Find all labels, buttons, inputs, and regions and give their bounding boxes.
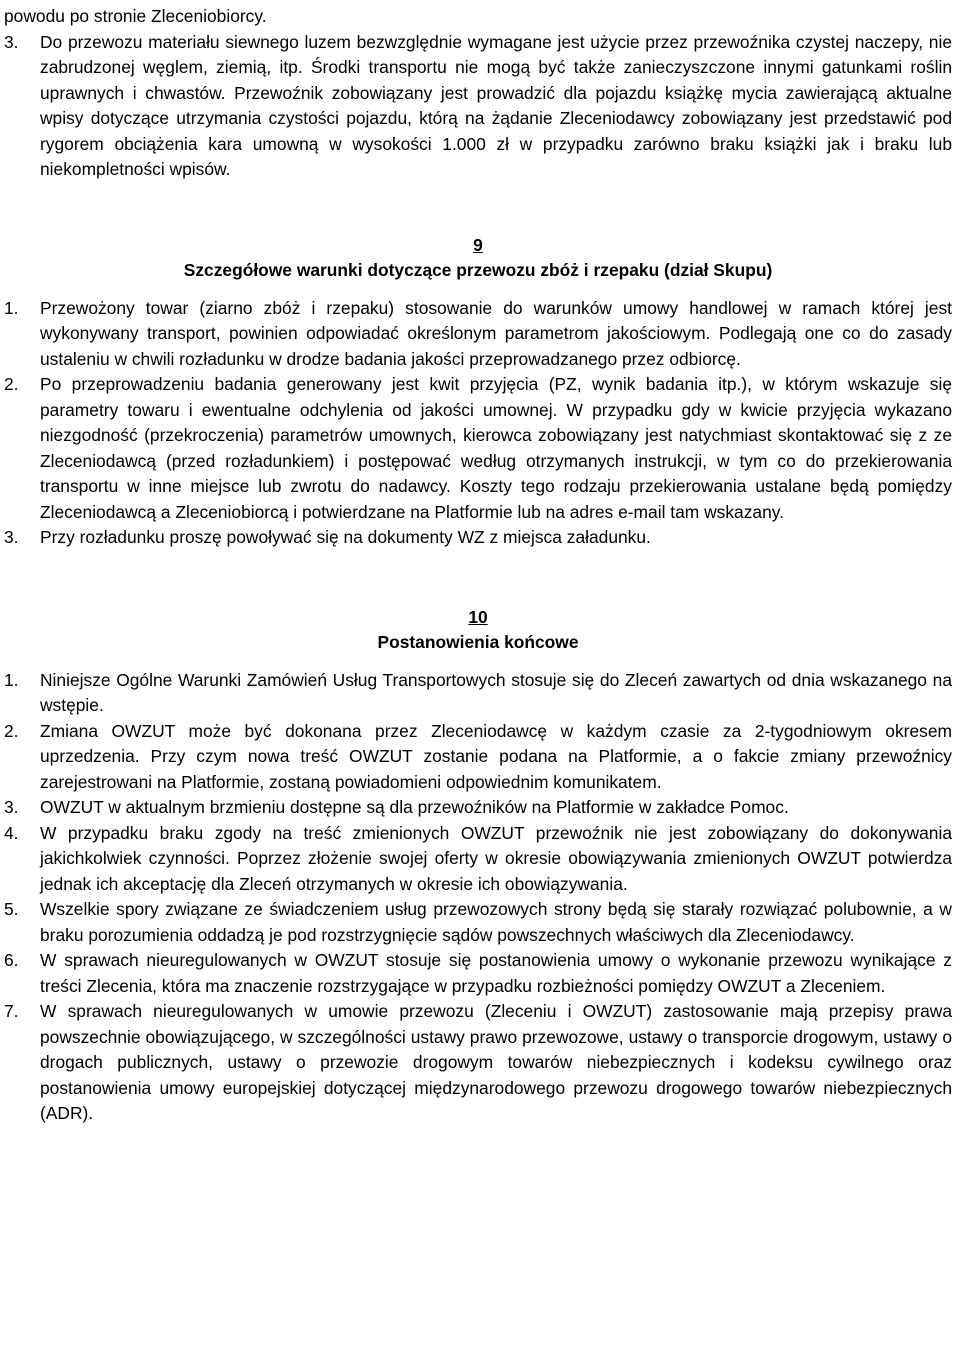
continuation-text: powodu po stronie Zleceniobiorcy. bbox=[4, 6, 267, 26]
list-item bbox=[4, 795, 952, 821]
lead-block bbox=[4, 4, 952, 183]
section-10-list bbox=[4, 668, 952, 1127]
item-number: 6. bbox=[4, 950, 19, 970]
item-number: 1. bbox=[4, 669, 19, 690]
item-text: Przewożony towar (ziarno zbóż i rzepaku) stosowanie do warunków umowy handlowej w ramach której jest wykonywany transport, powinien odpowiadać określonym parametrom jakościowym. Podlegają one co do zasady ustaleniu w chwili rozładunku w drodze badania jakości przeprowadzanego przez odbiorcę. bbox=[40, 297, 952, 369]
section-9-list bbox=[4, 296, 952, 551]
list-item bbox=[4, 719, 952, 796]
list-item bbox=[4, 999, 952, 1127]
list-item bbox=[4, 30, 952, 183]
item-text: OWZUT w aktualnym brzmieniu dostępne są dla przewoźników na Platformie w zakładce Pomoc. bbox=[40, 797, 789, 817]
item-text: Wszelkie spory związane ze świadczeniem usług przewozowych strony będą się starały rozwiązać polubownie, a w braku porozumienia oddadzą je pod rozstrzygnięcie sądów powszechnych właściwych dla Zleceniodawcy. bbox=[40, 899, 952, 945]
section-heading bbox=[4, 605, 952, 656]
list-item bbox=[4, 821, 952, 898]
item-number: 5. bbox=[4, 899, 19, 919]
item-number: 3. bbox=[4, 31, 19, 52]
item-number: 3. bbox=[4, 797, 19, 817]
item-text: Do przewozu materiału siewnego luzem bezwzględnie wymagane jest użycie przez przewoźnika czystej naczepy, nie zabrudzonej węglem, ziemią, itp. Środki transportu nie mogą być także zanieczyszczone innymi gatunkami roślin uprawnych i chwastów. Przewoźnik zobowiązany jest prowadzić dla pojazdu książkę mycia zawierającą aktualne wpisy dotyczące utrzymania czystości pojazdu, którą na żądanie Zleceniodawcy zobowiązany jest przedstawić pod rygorem obciążenia kara umowną w wysokości 1.000 zł w przypadku zarówno braku książki jak i braku lub niekompletności wpisów. bbox=[40, 31, 952, 179]
section-title: Postanowienia końcowe bbox=[377, 632, 579, 652]
list-item bbox=[4, 948, 952, 999]
item-text: Niniejsze Ogólne Warunki Zamówień Usług Transportowych stosuje się do Zleceń zawartych od dnia wskazanego na wstępie. bbox=[40, 669, 952, 715]
item-number: 7. bbox=[4, 1001, 19, 1021]
list-item bbox=[4, 525, 952, 551]
paragraph-symbol: 9 bbox=[473, 234, 483, 255]
list-item bbox=[4, 372, 952, 525]
item-number: 2. bbox=[4, 374, 19, 394]
item-number: 1. bbox=[4, 297, 19, 318]
item-text: W przypadku braku zgody na treść zmienionych OWZUT przewoźnik nie jest zobowiązany do dokonywania jakichkolwiek czynności. Poprzez złożenie swojej oferty w okresie obowiązywania zmienionych OWZUT potwierdza jednak ich akceptację dla Zleceń otrzymanych w okresie ich obowiązywania. bbox=[40, 822, 952, 894]
item-number: 4. bbox=[4, 822, 19, 843]
item-text: Przy rozładunku proszę powoływać się na dokumenty WZ z miejsca załadunku. bbox=[40, 527, 651, 547]
item-text: W sprawach nieuregulowanych w OWZUT stosuje się postanowienia umowy o wykonanie przewozu wynikające z treści Zlecenia, która ma znaczenie rozstrzygające w przypadku rozbieżności pomiędzy OWZUT a Zleceniem. bbox=[40, 950, 952, 996]
item-text: Zmiana OWZUT może być dokonana przez Zleceniodawcę w każdym czasie za 2-tygodniowym okresem uprzedzenia. Przy czym nowa treść OWZUT zostanie podana na Platformie, a o fakcie zmiany przewoźnicy zarejestrowani na Platformie, zostaną powiadomieni odpowiednim komunikatem. bbox=[40, 720, 952, 792]
item-number: 3. bbox=[4, 527, 19, 547]
section-heading bbox=[4, 233, 952, 284]
list-item bbox=[4, 897, 952, 948]
paragraph-symbol: 10 bbox=[468, 606, 488, 627]
item-number: 2. bbox=[4, 720, 19, 741]
item-text: Po przeprowadzeniu badania generowany jest kwit przyjęcia (PZ, wynik badania itp.), w którym wskazuje się parametry towaru i ewentualne odchylenia od jakości umownej. W przypadku gdy w kwicie przyjęcia wykazano niezgodność (przekroczenia) parametrów umownych, kierowca zobowiązany jest natychmiast skontaktować się z ze Zleceniodawcą (przed rozładunkiem) i postępować według otrzymanych instrukcji, w tym co do przekierowania transportu w inne miejsce lub zwrotu do nadawcy. Koszty tego rodzaju przekierowania ustalane będą pomiędzy Zleceniodawcą a Zleceniobiorcą i potwierdzane na Platformie lub na adres e-mail tam wskazany. bbox=[40, 374, 952, 522]
section-title: Szczegółowe warunki dotyczące przewozu zbóż i rzepaku (dział Skupu) bbox=[183, 260, 773, 280]
item-text: W sprawach nieuregulowanych w umowie przewozu (Zleceniu i OWZUT) zastosowanie mają przepisy prawa powszechnie obowiązującego, w szczególności ustawy prawo przewozowe, ustawy o transporcie drogowym, ustawy o drogach publicznych, ustawy o przewozie drogowym towarów niebezpiecznych i kodeksu cywilnego oraz postanowienia umowy europejskiej dotyczącej międzynarodowego przewozu drogowego towarów niebezpiecznych (ADR). bbox=[40, 1001, 952, 1123]
list-item bbox=[4, 296, 952, 373]
list-item bbox=[4, 668, 952, 719]
